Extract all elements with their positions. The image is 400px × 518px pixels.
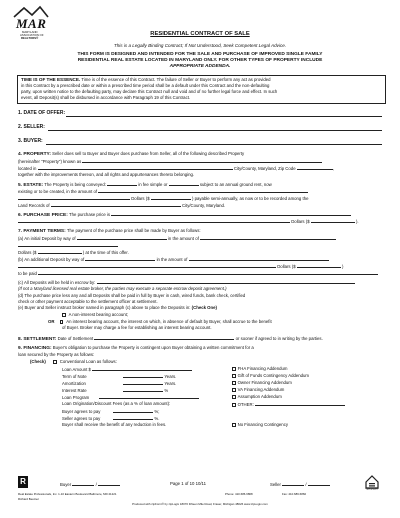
footer-agent: Richard Beutner bbox=[18, 497, 39, 501]
realtor-logo-icon bbox=[18, 476, 28, 488]
deposit-account-instructions: (e) Buyer and Seller instruct broker named in paragraph (c) above to place the Deposits in: bbox=[18, 305, 191, 310]
seller-field[interactable] bbox=[48, 130, 382, 131]
logo-brand: MAR bbox=[16, 16, 47, 31]
date-of-offer-label: 1. DATE OF OFFER: bbox=[18, 110, 66, 116]
buyer-field[interactable] bbox=[46, 144, 382, 145]
buyer-initials-field-2[interactable] bbox=[98, 481, 120, 486]
initial-deposit-time-label: ) at the time of this offer. bbox=[82, 250, 129, 255]
essence-line-1: Time is of the essence of this Contract. The failure of Seller or Buyer to perform any act as provided bbox=[81, 77, 271, 82]
page-title: RESIDENTIAL CONTRACT OF SALE bbox=[150, 31, 250, 37]
other-financing-checkbox[interactable] bbox=[232, 403, 236, 407]
footer-buyer-label: Buyer bbox=[60, 482, 72, 487]
property-located-field[interactable] bbox=[38, 165, 233, 170]
estate-city-county-label: City/County, Maryland. bbox=[181, 203, 226, 208]
estate-fee-simple-label: in fee simple or bbox=[138, 182, 168, 187]
seller-pays-field[interactable] bbox=[113, 415, 153, 420]
escrow-label: (c) All Deposits will be held in escrow by: bbox=[18, 280, 96, 285]
logo-sub3: REALTORS® bbox=[21, 36, 39, 40]
essence-line-3: party, upon written notice to the defaulting party, may declare this Contract null and void and of no further legal force and effect. In such bbox=[21, 89, 278, 94]
assumption-addendum-checkbox[interactable] bbox=[232, 395, 236, 399]
seller-pays-label: Seller agrees to pay bbox=[62, 416, 101, 421]
settlement-date-field[interactable] bbox=[94, 335, 234, 340]
non-interest-account-label: A non-interest bearing account; bbox=[68, 312, 129, 317]
term-of-note-field[interactable] bbox=[123, 373, 163, 378]
fee-simple-field[interactable] bbox=[107, 181, 137, 186]
property-located-label: located in bbox=[18, 166, 37, 171]
to-be-paid-field[interactable] bbox=[38, 270, 378, 275]
footer-zipform: Produced with zipForm® by zipLogix 18070 Fifteen Mile Road, Fraser, Michigan 48026 www.zipLogix.com bbox=[132, 502, 268, 506]
interest-rate-pct: % bbox=[164, 388, 169, 393]
design-notice-1: THIS FORM IS DESIGNED AND INTENDED FOR THE SALE AND PURCHASE OF IMPROVED SINGLE FAMILY bbox=[77, 52, 323, 57]
fee-reduction-note: Buyer shall receive the benefit of any reduction in fees. bbox=[62, 422, 167, 427]
loan-amount-field[interactable] bbox=[92, 366, 192, 371]
or-label: OR bbox=[48, 319, 55, 324]
property-heading: 4. PROPERTY: bbox=[18, 152, 51, 157]
additional-deposit-label: (b) An additional Deposit by way of bbox=[18, 257, 85, 262]
owner-financing-label: Owner Financing Addendum bbox=[237, 380, 292, 385]
purchase-price-dollars-label: Dollars ($ bbox=[291, 219, 310, 224]
initial-deposit-amount-label: in the amount of bbox=[167, 236, 199, 241]
conventional-loan-checkbox[interactable] bbox=[53, 360, 57, 364]
settlement-sooner-label: or sooner if agreed to in writing by the parties. bbox=[235, 336, 323, 341]
settlement-date-label: Date of Settlement bbox=[57, 336, 94, 341]
property-line-1: Seller does sell to Buyer and Buyer does purchase from Seller, all of the following described Property bbox=[52, 151, 245, 156]
equal-housing-icon bbox=[364, 474, 380, 490]
loan-fees-label: Loan Origination/Discount Fees (as a % of loan amount): bbox=[62, 401, 171, 406]
loan-amount-label: Loan Amount $ bbox=[62, 367, 91, 372]
va-financing-checkbox[interactable] bbox=[232, 388, 236, 392]
initial-deposit-label: (a) An initial Deposit by way of bbox=[18, 236, 76, 241]
footer-seller-label: Seller bbox=[270, 482, 281, 487]
payment-terms-heading: 7. PAYMENT TERMS: bbox=[18, 229, 66, 234]
escrow-note: (If not a Maryland licensed real estate broker, the parties may execute a separate escrow deposit agreement.) bbox=[18, 286, 227, 291]
additional-deposit-method-field[interactable] bbox=[85, 256, 155, 261]
estate-dollars-label: Dollars ($ bbox=[131, 196, 150, 201]
interest-rate-field[interactable] bbox=[123, 387, 163, 392]
logo-sub1: MARYLAND bbox=[22, 30, 38, 34]
loan-program-field[interactable] bbox=[99, 394, 199, 399]
additional-deposit-dollars-label: Dollars ($ bbox=[277, 264, 296, 269]
estate-line-2: existing or to be created, in the amount of bbox=[18, 189, 98, 194]
seller-initials-field-2[interactable] bbox=[308, 481, 330, 486]
legal-notice: This is a Legally Binding Contract; If Not Understood, Seek Competent Legal Advice. bbox=[113, 43, 287, 48]
financing-line-2: loan secured by the Property as follows: bbox=[18, 352, 95, 357]
estate-conveyed-label: The Property is being conveyed: bbox=[44, 182, 106, 187]
additional-deposit-dollars-field[interactable] bbox=[297, 263, 341, 268]
no-financing-checkbox[interactable] bbox=[232, 423, 236, 427]
gift-funds-label: Gift of Funds Contingency Addendum bbox=[237, 373, 310, 378]
purchase-price-heading: 6. PURCHASE PRICE: bbox=[18, 213, 68, 218]
date-of-offer-field[interactable] bbox=[66, 116, 382, 117]
purchase-price-words-field[interactable] bbox=[111, 211, 351, 216]
assumption-addendum-label: Assumption Addendum bbox=[237, 394, 282, 399]
financing-heading: 9. FINANCING: bbox=[18, 346, 52, 351]
financing-check-label: (Check) bbox=[30, 359, 46, 364]
settlement-heading: 8. SETTLEMENT: bbox=[18, 337, 57, 342]
amortization-years-label: Years. bbox=[164, 381, 177, 386]
payment-terms-line-1: The payment of the purchase price shall be made by Buyer as follows: bbox=[66, 228, 201, 233]
estate-heading: 5. ESTATE: bbox=[18, 183, 44, 188]
gift-funds-checkbox[interactable] bbox=[232, 374, 236, 378]
buyer-label: 3. BUYER: bbox=[18, 138, 43, 144]
footer-page: Page 1 of 10 10/11 bbox=[170, 481, 206, 486]
interest-rate-label: Interest Rate bbox=[62, 388, 87, 393]
footer-publisher: Real Estate Professionals, Inc. 1-10 Eastern Boulevard Baltimore, MD 21221 bbox=[18, 492, 117, 496]
va-financing-label: VA Financing Addendum bbox=[237, 387, 285, 392]
ground-rent-words-field[interactable] bbox=[18, 195, 130, 200]
interest-account-label: An interest bearing account, the interest on which, in absence of default by Buyer, shall accrue to the benefit bbox=[66, 319, 272, 324]
buyer-pays-label: Buyer agrees to pay bbox=[62, 409, 101, 414]
amortization-label: Amortization bbox=[62, 381, 86, 386]
to-be-paid-label: to be paid bbox=[18, 271, 37, 276]
loan-program-label: Loan Program bbox=[62, 395, 90, 400]
purchase-price-label: The purchase price is bbox=[68, 212, 111, 217]
payment-line-d2: check or other payment acceptable to the settlement officer at settlement. bbox=[18, 299, 158, 304]
property-city-zip-label: City/County, Maryland, Zip Code bbox=[233, 166, 296, 171]
initial-deposit-words-field[interactable] bbox=[18, 242, 118, 247]
essence-line-2: in this Contract by a prescribed date or within a prescribed time period shall be a default under this Contract and the non-defaulting bbox=[21, 83, 270, 88]
essence-line-4: event, all Deposit(s) shall be disbursed in accordance with Paragraph 19 of this Contract. bbox=[21, 95, 191, 100]
ground-rent-amount-field[interactable] bbox=[98, 188, 308, 193]
conventional-loan-label: Conventional Loan as follows: bbox=[59, 359, 117, 364]
payment-line-d1: (d) The purchase price less any and all Deposits shall be paid in full by Buyer in cash, wired funds, bank check, certified bbox=[18, 293, 246, 298]
design-notice-3: APPROPRIATE ADDENDA. bbox=[169, 64, 231, 69]
term-years-label: Years. bbox=[164, 374, 177, 379]
purchase-price-dollars-field[interactable] bbox=[311, 218, 355, 223]
footer-fax: Fax: 410.686.6860 bbox=[282, 492, 307, 496]
logo-sub2: ASSOCIATION OF bbox=[20, 33, 44, 37]
property-zip-field[interactable] bbox=[297, 165, 333, 170]
no-financing-label: No Financing Contingency bbox=[237, 422, 288, 427]
initial-deposit-dollars-label: Dollars ($ bbox=[18, 250, 37, 255]
financing-line-1: Buyer's obligation to purchase the Property is contingent upon Buyer obtaining a written commitment for a bbox=[52, 345, 254, 350]
essence-heading: TIME IS OF THE ESSENCE. bbox=[21, 77, 81, 82]
additional-deposit-amount-label: in the amount of bbox=[156, 257, 188, 262]
owner-financing-checkbox[interactable] bbox=[232, 381, 236, 385]
realtor-mark: R bbox=[20, 477, 26, 486]
property-known-as-field[interactable] bbox=[82, 158, 322, 163]
initial-deposit-dollars-field[interactable] bbox=[38, 249, 82, 254]
essence-box bbox=[17, 75, 386, 104]
land-records-field[interactable] bbox=[51, 202, 181, 207]
seller-initials-field-1[interactable] bbox=[282, 481, 304, 486]
escrow-holder-field[interactable] bbox=[97, 279, 355, 284]
estate-ground-rent-label: subject to an annual ground rent, now bbox=[199, 182, 272, 187]
ground-rent-dollars-field[interactable] bbox=[151, 195, 191, 200]
buyer-pays-pct: %; bbox=[154, 409, 160, 414]
buyer-pays-field[interactable] bbox=[113, 408, 153, 413]
additional-deposit-amount-field[interactable] bbox=[189, 256, 329, 261]
estate-land-records-label: Land Records of bbox=[18, 203, 50, 208]
seller-pays-pct: %. bbox=[154, 416, 160, 421]
initial-deposit-amount-field[interactable] bbox=[200, 235, 336, 240]
interest-account-checkbox[interactable] bbox=[60, 320, 64, 324]
property-line-2: (hereinafter "Property") known as bbox=[18, 159, 82, 164]
fha-addendum-checkbox[interactable] bbox=[232, 367, 236, 371]
seller-label: 2. SELLER: bbox=[18, 124, 45, 130]
estate-payable-label: ) payable semi-annually, as now or to be recorded among the bbox=[192, 196, 309, 201]
design-notice-2: RESIDENTIAL REAL ESTATE LOCATED IN MARYLAND ONLY. FOR OTHER TYPES OF PROPERTY INCLUDE bbox=[77, 58, 323, 63]
property-line-4: together with the improvements thereon, and all rights and appurtenances thereto belonging. bbox=[18, 172, 195, 177]
fha-addendum-label: FHA Financing Addendum bbox=[237, 366, 288, 371]
amortization-field[interactable] bbox=[123, 380, 163, 385]
interest-account-line-2: of Buyer. Broker may charge a fee for establishing an interest bearing account. bbox=[62, 325, 212, 330]
buyer-initials-field-1[interactable] bbox=[72, 481, 94, 486]
term-of-note-label: Term of Note bbox=[62, 374, 87, 379]
ground-rent-field[interactable] bbox=[169, 181, 199, 186]
additional-deposit-words-field[interactable] bbox=[18, 263, 276, 268]
eho-mark: EQUAL HOUSING OPPORTUNITY bbox=[365, 488, 379, 492]
other-financing-field[interactable] bbox=[255, 401, 345, 406]
non-interest-account-checkbox[interactable] bbox=[62, 313, 66, 317]
other-financing-label: OTHER: bbox=[237, 402, 254, 407]
initial-deposit-method-field[interactable] bbox=[77, 235, 167, 240]
purchase-price-words-field-2[interactable] bbox=[18, 218, 290, 223]
footer-phone: Phone: 410.686.6868 bbox=[225, 492, 253, 496]
check-one-label: (Check One) bbox=[191, 305, 217, 310]
